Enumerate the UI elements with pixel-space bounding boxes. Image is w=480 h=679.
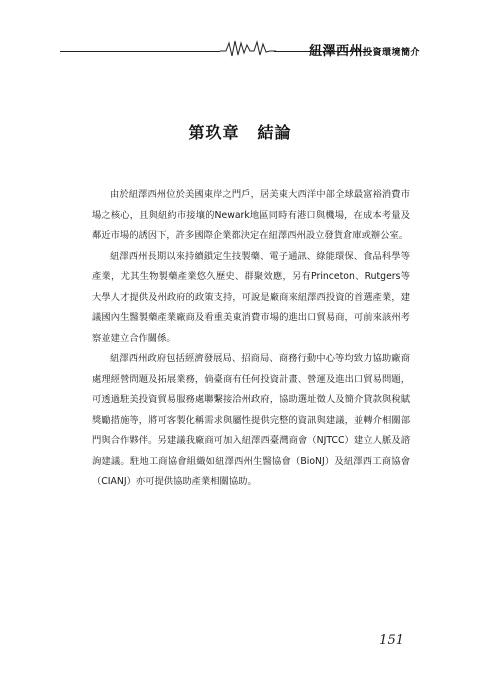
page-number: 151 [379, 633, 404, 648]
paragraph: 紐澤西州長期以來持續鎖定生技製藥、電子通訊、綠能環保、食品科學等產業，尤其生物製藥產業悠久歷史、群聚效應，另有Princeton、Rutgers等大學人才提供及州政府的政策支持，可說是廠商來紐澤西投資的首選產業，建議國內生醫製藥產業廠商及看重美東消費市場的進出口貿易商，可前來該州考察並建立合作關係。 [92, 250, 410, 344]
running-header [60, 38, 420, 58]
chapter-number: 第玖章 [188, 123, 240, 142]
body-text [92, 185, 410, 493]
chapter-name: 結論 [257, 123, 292, 142]
header-wave-icon [220, 38, 276, 58]
header-title-main: 紐澤西州 [308, 44, 363, 59]
chapter-title [0, 120, 480, 143]
paragraph: 紐澤西州政府包括經濟發展局、招商局、商務行動中心等均致力協助廠商處理經營問題及拓展業務，倘臺商有任何投資計畫、營運及進出口貿易問題，可透過駐美投資貿易服務處聯繫接洽州政府，協助選址徵人及簡介貸款與稅賦獎勵措施等，將可客製化稱需求與屬性提供完整的資訊與建議，並轉介相關部門與合作夥伴。另建議我廠商可加入紐澤西臺灣商會（NJTCC）建立人脈及諮詢建議。駐地工商協會組織如紐澤西州生醫協會（BioNJ）及紐澤西工商協會（CIANJ）亦可提供協助產業相關協助。 [92, 353, 410, 487]
paragraph: 由於紐澤西州位於美國東岸之門戶，居美東大西洋中部全球最富裕消費市場之核心，且與紐約市接壤的Newark地區同時有港口與機場，在成本考量及鄰近市場的誘因下，許多國際企業都決定在紐澤西州設立發貨倉庫或辦公室。 [92, 189, 410, 241]
header-rule-left [60, 51, 220, 52]
header-title-sub: 投資環境簡介 [362, 48, 420, 58]
header-title [309, 40, 420, 59]
